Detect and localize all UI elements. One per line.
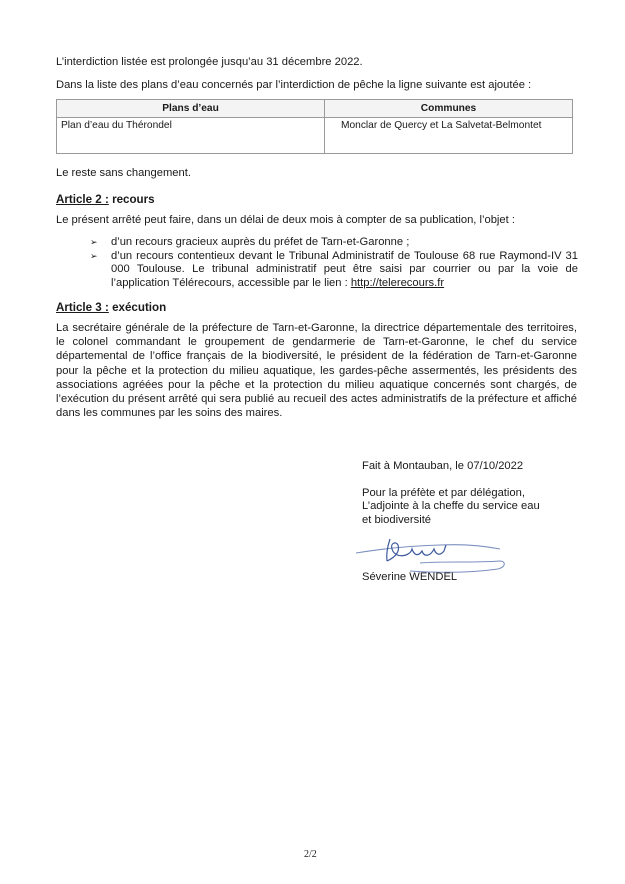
rest-unchanged: Le reste sans changement. <box>56 167 191 179</box>
article-2-heading <box>56 193 155 206</box>
list-item <box>90 250 578 291</box>
article-2-text: Le présent arrêté peut faire, dans un délai de deux mois à compter de sa publication, l’objet : <box>56 214 515 226</box>
list-intro: Dans la liste des plans d’eau concernés par l’interdiction de pêche la ligne suivante est ajoutée : <box>56 79 532 91</box>
article-3-heading <box>56 301 166 314</box>
delegation-line: Pour la préfète et par délégation, <box>362 486 525 499</box>
article-3-number: Article 3 : <box>56 301 109 314</box>
header-plans-deau: Plans d’eau <box>57 100 325 118</box>
signatory-name: Séverine WENDEL <box>362 571 458 583</box>
article-3-text: La secrétaire générale de la préfecture de Tarn-et-Garonne, la directrice départementale des territoires, le colonel commandant le groupement de gendarmerie de Tarn-et-Garonne, le chef du service départemental de l’office français de la biodiversité, le président de la fédération de Tarn-et-Garonne pour la pêche et la protection du milieu aquatique, les gardes-pêche assermentés, les présidents des associations agréées pour la pêche et la protection du milieu aquatique concernés sont chargés, de l’exécution du présent arrêté qui sera publié au recueil des actes administratifs de la préfecture et affiché dans les communes par les soins des maires. <box>56 322 577 420</box>
table-header-row <box>57 100 573 118</box>
recours-contentieux: d’un recours contentieux devant le Tribunal Administratif de Toulouse 68 rue Raymond-IV 31 000 Toulouse. Le tribunal administratif peut être saisi par courrier ou par la voie de l’application Télérecours, accessible par le lien : <box>111 249 578 289</box>
recours-gracieux: d’un recours gracieux auprès du préfet de Tarn-et-Garonne ; <box>111 236 410 248</box>
article-2-title: recours <box>108 193 155 206</box>
place-date: Fait à Montauban, le 07/10/2022 <box>362 460 524 472</box>
water-bodies-table <box>56 99 573 154</box>
header-communes: Communes <box>325 100 573 118</box>
cell-communes: Monclar de Quercy et La Salvetat-Belmontet <box>325 118 573 154</box>
arrow-bullet-icon: ➢ <box>90 237 98 247</box>
telerecours-link[interactable]: http://telerecours.fr <box>350 276 445 289</box>
page-number: 2/2 <box>304 849 317 860</box>
extension-notice: L’interdiction listée est prolongée jusqu’au 31 décembre 2022. <box>56 56 363 68</box>
arrow-bullet-icon: ➢ <box>90 250 98 261</box>
article-2-number: Article 2 : <box>56 193 109 206</box>
article-3-title: exécution <box>108 301 167 314</box>
title-line: L’adjointe à la cheffe du service eau <box>362 500 540 512</box>
cell-water-body: Plan d’eau du Thérondel <box>57 118 325 154</box>
table-row <box>57 118 573 154</box>
list-item <box>90 236 578 250</box>
signature-block <box>362 460 592 527</box>
recours-list <box>90 236 578 290</box>
service-line: et biodiversité <box>362 513 432 526</box>
